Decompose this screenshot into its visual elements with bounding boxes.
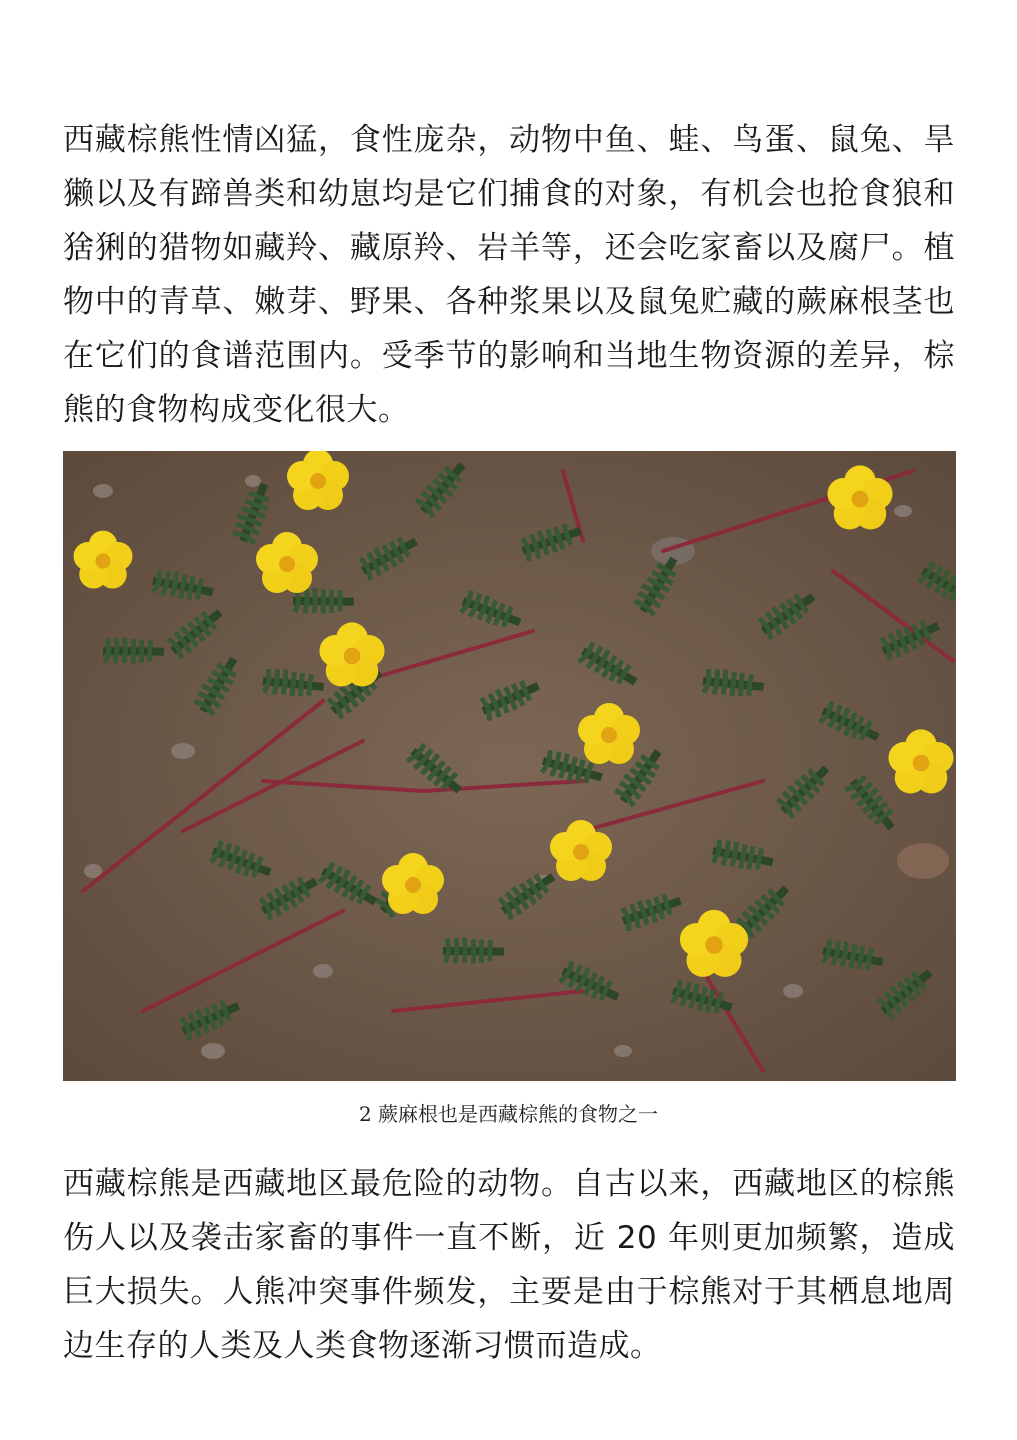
figure-caption: 2 蕨麻根也是西藏棕熊的食物之一 (358, 1102, 659, 1126)
paragraph-diet: 西藏棕熊性情凶猛，食性庞杂，动物中鱼、蛙、鸟蛋、鼠兔、旱獭以及有蹄兽类和幼崽均是它们捕食的对象，有机会也抢食狼和猞猁的猎物如藏羚、藏原羚、岩羊等，还会吃家畜以及腐尸。植物中的青草、嫩芽、野果、各种浆果以及鼠兔贮藏的蕨麻根茎也在它们的食谱范围内。受季节的影响和当地生物资源的差异，棕熊的食物构成变化很大。 (63, 122, 955, 428)
plant-photo (63, 451, 956, 1081)
paragraph-danger: 西藏棕熊是西藏地区最危险的动物。自古以来，西藏地区的棕熊伤人以及袭击家畜的事件一直不断，近 20 年则更加频繁，造成巨大损失。人熊冲突事件频发，主要是由于棕熊对于其栖息地周边生存的人类及人类食物逐渐习惯而造成。 (63, 1166, 955, 1364)
silverweed-flowers-image (63, 451, 956, 1081)
